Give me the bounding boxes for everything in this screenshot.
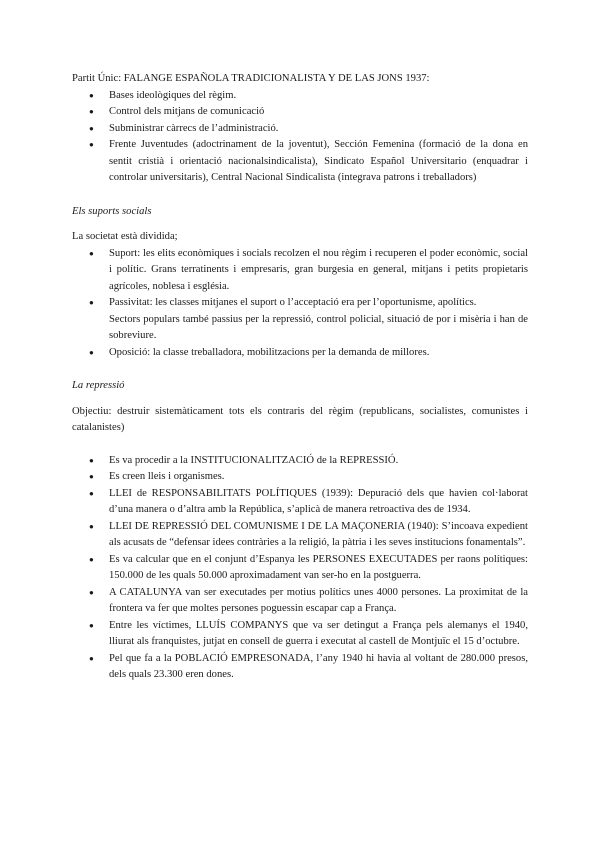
spacer bbox=[72, 395, 528, 404]
suports-heading: Els suports socials bbox=[72, 205, 152, 217]
partit-intro: Partit Únic: FALANGE ESPAÑOLA TRADICIONALISTA Y DE LAS JONS 1937: bbox=[72, 73, 430, 84]
suports-list bbox=[72, 246, 528, 362]
list-item: ● Control dels mitjans de comunicació bbox=[72, 104, 528, 121]
list-item: ● Oposició: la classe treballadora, mobilitzacions per la demanda de millores. bbox=[72, 345, 528, 362]
list-item: ● LLEI de RESPONSABILITATS POLÍTIQUES (1939): Depuració dels que havien col·laborat d’una manera o d’altra amb la República, s’aplicà de manera retroactiva des de 1934. bbox=[72, 486, 528, 519]
spacer bbox=[72, 220, 528, 229]
list-item: ● Entre les víctimes, LLUÍS COMPANYS que va ser detingut a França pels alemanys el 1940, lliurat als franquistes, jutjat en consell de guerra i executat al castell de Montjuïc el 15 d’octubre. bbox=[72, 618, 528, 651]
spacer bbox=[72, 187, 528, 204]
spacer bbox=[72, 437, 528, 453]
passivitat-text: Passivitat: les classes mitjanes el suport o l’acceptació era per l’oportunisme, apolítics. bbox=[109, 297, 477, 308]
repressio-list bbox=[72, 453, 528, 684]
list-item: ● Pel que fa a la POBLACIÓ EMPRESONADA, l’any 1940 hi havia al voltant de 280.000 presos, dels quals 23.300 eren dones. bbox=[72, 651, 528, 684]
repressio-objectiu: Objectiu: destruir sistemàticament tots els contraris del règim (republicans, socialistes, comunistes i catalanistes) bbox=[72, 405, 528, 433]
partit-list bbox=[72, 88, 528, 187]
spacer bbox=[72, 361, 528, 378]
list-item: ● A CATALUNYA van ser executades per motius polítics unes 4000 persones. La proximitat de la frontera va fer que moltes persones poguessin escapar cap a França. bbox=[72, 585, 528, 618]
repressio-heading: La repressió bbox=[72, 380, 125, 391]
document-page bbox=[72, 71, 528, 684]
list-item: ● Es creen lleis i organismes. bbox=[72, 469, 528, 486]
list-item bbox=[72, 295, 528, 345]
passivitat-extra: Sectors populars també passius per la repressió, control policial, situació de por i misèria i han de sobreviure. bbox=[109, 313, 528, 341]
list-item: ● LLEI DE REPRESSIÓ DEL COMUNISME I DE LA MAÇONERIA (1940): S’incoava expedient als acusats de “defensar idees contràries a la religió, la pàtria i les seves institucions fonamentals”. bbox=[72, 519, 528, 552]
list-item: ● Es va procedir a la INSTITUCIONALITZACIÓ de la REPRESSIÓ. bbox=[72, 453, 528, 470]
list-item: ● Bases ideològiques del règim. bbox=[72, 88, 528, 105]
list-item: ● Suport: les elits econòmiques i socials recolzen el nou règim i recuperen el poder econòmic, social i polític. Grans terratinents i empresaris, gran burgesia en general, mitjans i petits propietaris agrícoles, noblesa i església. bbox=[72, 246, 528, 296]
suports-intro: La societat està dividida; bbox=[72, 231, 178, 242]
list-item: ● Es va calcular que en el conjunt d’Espanya les PERSONES EXECUTADES per raons polítiques: 150.000 de les quals 50.000 aproximadament van ser-ho en la postguerra. bbox=[72, 552, 528, 585]
list-item: ● Frente Juventudes (adoctrinament de la joventut), Sección Femenina (formació de la dona en sentit cristià i orientació nacionalsindicalista), Sindicato Español Universitario (enquadrar i controlar universitaris), Central Nacional Sindicalista (integrava patrons i treballadors) bbox=[72, 137, 528, 187]
list-item: ● Subministrar càrrecs de l’administració. bbox=[72, 121, 528, 138]
